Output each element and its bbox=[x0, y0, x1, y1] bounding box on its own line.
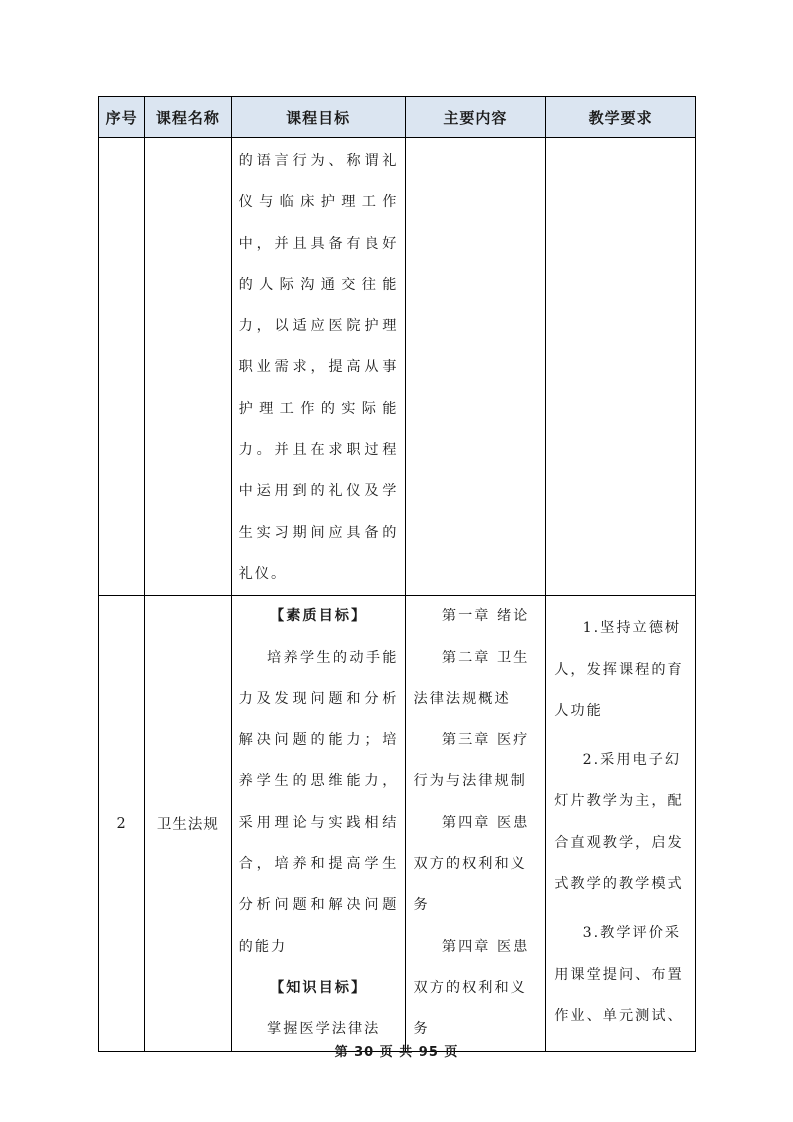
table-row bbox=[99, 596, 696, 1052]
content-item: 第二章 卫生法律法规概述 bbox=[413, 649, 530, 707]
knowledge-goal-text: 掌握医学法律法 bbox=[267, 1021, 381, 1038]
table-header-row bbox=[99, 97, 696, 138]
row1-goal-cell bbox=[231, 138, 405, 596]
row2-goal-cell bbox=[231, 596, 405, 1052]
table-row bbox=[99, 138, 696, 596]
row2-requirement-cell bbox=[546, 596, 696, 1052]
page-footer: 第 30 页 共 95 页 bbox=[334, 1045, 459, 1060]
row2-content bbox=[406, 596, 546, 1050]
quality-goal-text: 培养学生的动手能力及发现问题和分析解决问题的能力；培养学生的思维能力，采用理论与实践相结合，培养和提高学生分析问题和解决问题的能力 bbox=[238, 649, 399, 955]
header-index: 序号 bbox=[99, 97, 145, 138]
row1-content bbox=[405, 138, 546, 596]
content-item: 第一章 绪论 bbox=[441, 608, 530, 625]
course-table bbox=[98, 96, 696, 1052]
content-item: 第四章 医患双方的权利和义务 bbox=[413, 814, 530, 914]
row1-index bbox=[99, 138, 145, 596]
quality-goal-heading: 【素质目标】 bbox=[270, 608, 368, 625]
content-item: 第四章 医患双方的权利和义务 bbox=[413, 938, 530, 1038]
row1-goal: 的语言行为、称谓礼仪与临床护理工作中，并且具备有良好的人际沟通交往能力，以适应医院护理职业需求，提高从事护理工作的实际能力。并且在求职过程中运用到的礼仪及学生实习期间应具备的礼仪。 bbox=[238, 153, 399, 582]
row2-index: 2 bbox=[99, 596, 145, 1052]
row2-name: 卫生法规 bbox=[145, 596, 231, 1052]
row2-requirement bbox=[546, 596, 695, 1037]
row2-content-cell bbox=[405, 596, 546, 1052]
requirement-item: 2.采用电子幻灯片教学为主，配合直观教学，启发式教学的教学模式 bbox=[554, 752, 684, 893]
row1-name bbox=[145, 138, 231, 596]
row1-requirement bbox=[546, 138, 696, 596]
requirement-item: 3.教学评价采用课堂提问、布置作业、单元测试、 bbox=[554, 925, 684, 1024]
header-main-content: 主要内容 bbox=[405, 97, 546, 138]
header-course-goal: 课程目标 bbox=[231, 97, 405, 138]
row2-goal bbox=[232, 596, 405, 1050]
header-teaching-requirement: 教学要求 bbox=[546, 97, 696, 138]
knowledge-goal-heading: 【知识目标】 bbox=[270, 979, 368, 996]
content-item: 第三章 医疗行为与法律规制 bbox=[413, 732, 530, 790]
requirement-item: 1.坚持立德树人，发挥课程的育人功能 bbox=[554, 620, 684, 719]
header-course-name: 课程名称 bbox=[145, 97, 231, 138]
